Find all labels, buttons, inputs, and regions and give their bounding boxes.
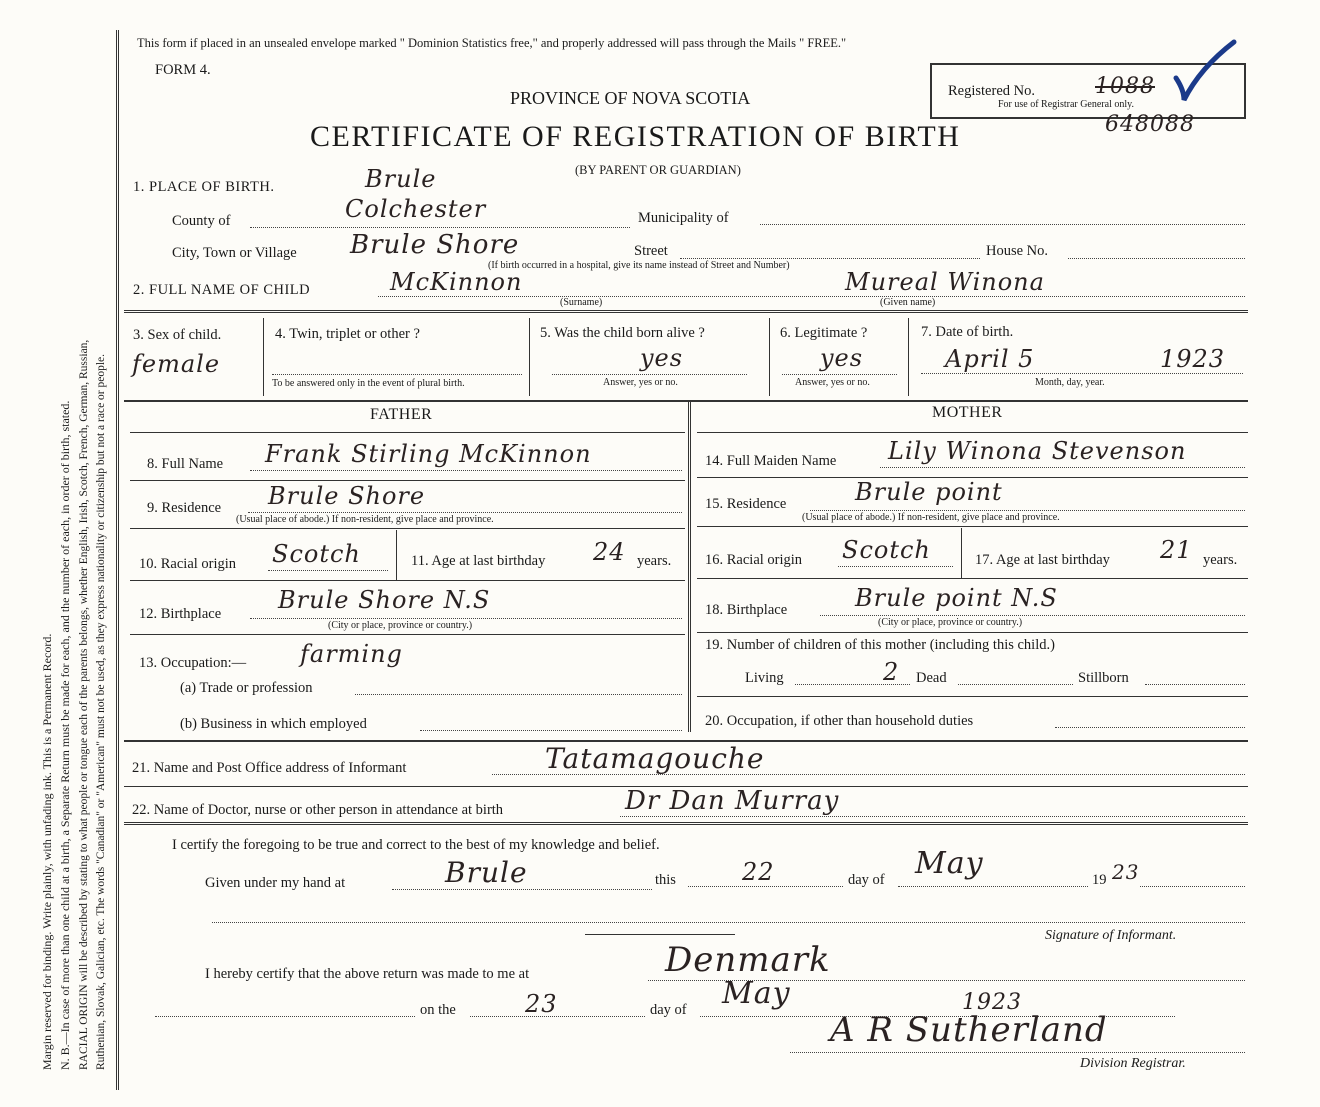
informant-signature-line [212,922,1245,923]
informant-label: 21. Name and Post Office address of Informant [132,760,407,776]
father-birthplace-label: 12. Birthplace [139,606,222,622]
division-registrar-label: Division Registrar. [1080,1056,1186,1071]
dead-label: Dead [916,670,947,686]
born-alive-value: yes [640,344,684,372]
margin-note: Margin reserved for binding. Write plainly, with unfading ink. This is a Permanent Record. [40,633,54,1070]
mother-birthplace-value: Brule point N.S [855,584,1058,612]
given-name-note: (Given name) [880,297,936,308]
born-alive-line [552,374,747,375]
stillborn-label: Stillborn [1078,670,1129,686]
row-divider [697,696,1248,697]
place-of-birth-label: 1. PLACE OF BIRTH. [133,179,275,195]
children-count-label: 19. Number of children of this mother (including this child.) [705,637,1055,653]
father-residence-label: 9. Residence [147,500,222,516]
section-divider [124,310,1248,313]
registrar-place-value: Denmark [665,940,831,980]
twin-label: 4. Twin, triplet or other ? [275,326,420,342]
street-line [680,258,980,259]
surname-note: (Surname) [560,297,603,308]
business-label: (b) Business in which employed [180,716,367,732]
margin-note: RACIAL ORIGIN will be described by stating to what people or tongue each of the parents belongs, whether English, Irish, Scotch, French, German, Russian, [78,339,90,1070]
parent-column-divider [688,402,691,732]
reg-day-of-label: day of [650,1002,687,1018]
child-name-line [378,296,1245,297]
rule [585,934,735,935]
mother-race-label: 16. Racial origin [705,552,803,568]
registration-day-value: 23 [525,990,558,1018]
mother-residence-label: 15. Residence [705,496,787,512]
born-alive-label: 5. Was the child born alive ? [540,325,705,341]
date-of-birth-year: 1923 [1160,345,1226,373]
row-divider [697,578,1248,579]
given-month-value: May [915,846,984,881]
doctor-label: 22. Name of Doctor, nurse or other person in attendance at birth [132,802,504,818]
checkmark-icon [1170,38,1240,106]
father-birthplace-line [250,618,682,619]
doctor-value: Dr Dan Murray [625,786,840,816]
sex-label: 3. Sex of child. [133,327,222,343]
column-divider [396,530,397,580]
section-divider [124,400,1248,402]
year-line [1140,886,1245,887]
mother-race-line [838,566,953,567]
given-day-value: 22 [742,858,775,886]
binding-margin-line [116,30,119,1090]
mother-birthplace-note: (City or place, province or country.) [878,617,1023,628]
certify-statement: I certify the foregoing to be true and correct to the best of my knowledge and belief. [172,837,660,853]
on-the-label: on the [420,1002,456,1018]
business-line [420,730,682,731]
mother-residence-note: (Usual place of abode.) If non-resident, give place and province. [802,512,1060,523]
mother-occupation-label: 20. Occupation, if other than household duties [705,713,974,729]
mother-age-unit: years. [1203,552,1238,568]
postal-note: This form if placed in an unsealed envelope marked " Dominion Statistics free," and properly addressed will pass through the Mails " FREE." [137,36,847,50]
given-place-line [392,889,652,890]
father-age-value: 24 [593,538,626,566]
given-under-hand-label: Given under my hand at [205,875,346,891]
this-label: this [655,872,676,888]
mother-residence-line [810,510,1245,511]
mother-heading: MOTHER [932,404,1003,421]
row-divider [697,526,1248,527]
county-value: Colchester [345,195,487,223]
child-given-name: Mureal Winona [845,268,1045,296]
registrar-signature-line [790,1052,1245,1053]
date-of-birth-note: Month, day, year. [1035,377,1105,388]
child-surname: McKinnon [390,268,523,296]
year-prefix: 19 [1092,872,1107,888]
city-label: City, Town or Village [172,245,297,261]
father-race-label: 10. Racial origin [139,556,237,572]
father-name-line [250,470,682,471]
municipality-label: Municipality of [638,210,729,226]
mother-name-value: Lily Winona Stevenson [888,437,1187,465]
row-divider [697,432,1248,433]
house-no-label: House No. [986,243,1049,259]
row-divider [130,432,685,433]
street-note: (If birth occurred in a hospital, give its name instead of Street and Number) [488,260,790,271]
municipality-line [760,224,1245,225]
city-value: Brule Shore [350,230,520,260]
mother-age-label: 17. Age at last birthday [975,552,1110,568]
born-alive-note: Answer, yes or no. [603,377,678,388]
trade-line [355,694,682,695]
registered-label: Registered No. [948,83,1035,99]
column-divider [961,528,962,578]
certificate-subtitle: (BY PARENT OR GUARDIAN) [575,163,741,177]
registration-year-value: 1923 [962,990,1022,1015]
registrar-statement: I hereby certify that the above return was made to me at [205,966,530,982]
row-divider [130,634,685,635]
living-value: 2 [883,658,900,686]
column-divider [908,318,909,396]
signature-of-informant-label: Signature of Informant. [1045,928,1177,943]
province-title: PROVINCE OF NOVA SCOTIA [510,88,751,108]
mother-birthplace-line [820,615,1245,616]
child-name-label: 2. FULL NAME OF CHILD [133,282,311,298]
registration-month-value: May [722,976,791,1011]
form-number: FORM 4. [155,62,211,78]
registered-number: 1088 [1095,74,1155,99]
stillborn-line [1145,684,1245,685]
sex-value: female [132,350,221,378]
twin-line [272,374,522,375]
month-line [898,886,1088,887]
father-residence-line [248,512,682,513]
mother-age-value: 21 [1160,536,1193,564]
margin-note: Ruthenian, Slovak, Galician, etc. The words "Canadian" or "American" must not be used, as they express nationality or citizenship but not a race or people. [95,353,107,1070]
house-no-line [1068,258,1245,259]
twin-note: To be answered only in the event of plural birth. [272,378,465,389]
day-line [688,886,843,887]
place-of-birth-value: Brule [365,165,437,193]
mother-residence-value: Brule point [855,478,1003,506]
father-race-line [268,570,388,571]
father-race-value: Scotch [272,540,361,568]
father-occupation-value: farming [300,640,403,668]
dead-line [958,684,1073,685]
mother-occupation-line [1055,727,1245,728]
father-residence-value: Brule Shore [268,482,426,510]
street-label: Street [634,243,668,259]
county-line [250,227,630,228]
on-the-lead-line [155,1016,415,1017]
margin-note: N. B.—In case of more than one child at a birth, a Separate Return must be made for each, and the number of each, in order of birth, stated. [58,400,72,1070]
column-divider [769,318,770,396]
living-label: Living [745,670,784,686]
father-birthplace-value: Brule Shore N.S [278,586,491,614]
date-of-birth-value: April 5 [945,345,1035,373]
doctor-line [620,816,1245,817]
trade-label: (a) Trade or profession [180,680,313,696]
day-of-label: day of [848,872,885,888]
row-divider [697,632,1248,633]
mother-name-label: 14. Full Maiden Name [705,453,837,469]
registrar-signature: A R Sutherland [830,1010,1108,1050]
given-year-value: 23 [1112,860,1140,884]
legitimate-note: Answer, yes or no. [795,377,870,388]
row-divider [130,528,685,529]
certificate-title: CERTIFICATE OF REGISTRATION OF BIRTH [310,120,961,153]
column-divider [529,318,530,396]
date-of-birth-label: 7. Date of birth. [921,324,1014,340]
date-of-birth-line [921,373,1243,374]
registrar-note: For use of Registrar General only. [998,99,1134,110]
registered-alt-number: 648088 [1105,112,1195,137]
mother-birthplace-label: 18. Birthplace [705,602,788,618]
legitimate-line [782,374,897,375]
mother-name-line [880,467,1245,468]
father-name-label: 8. Full Name [147,456,224,472]
section-divider [124,822,1248,825]
row-divider [130,480,685,481]
father-age-label: 11. Age at last birthday [411,553,546,569]
informant-value: Tatamagouche [545,742,765,775]
legitimate-value: yes [820,344,864,372]
father-occupation-label: 13. Occupation:— [139,655,247,671]
father-heading: FATHER [370,406,433,423]
legitimate-label: 6. Legitimate ? [780,325,868,341]
father-residence-note: (Usual place of abode.) If non-resident, give place and province. [236,514,494,525]
father-age-unit: years. [637,553,672,569]
county-label: County of [172,213,231,229]
given-place-value: Brule [445,856,528,889]
column-divider [263,318,264,396]
mother-race-value: Scotch [842,536,931,564]
father-birthplace-note: (City or place, province or country.) [328,620,473,631]
father-name-value: Frank Stirling McKinnon [265,440,592,468]
row-divider [130,580,685,581]
